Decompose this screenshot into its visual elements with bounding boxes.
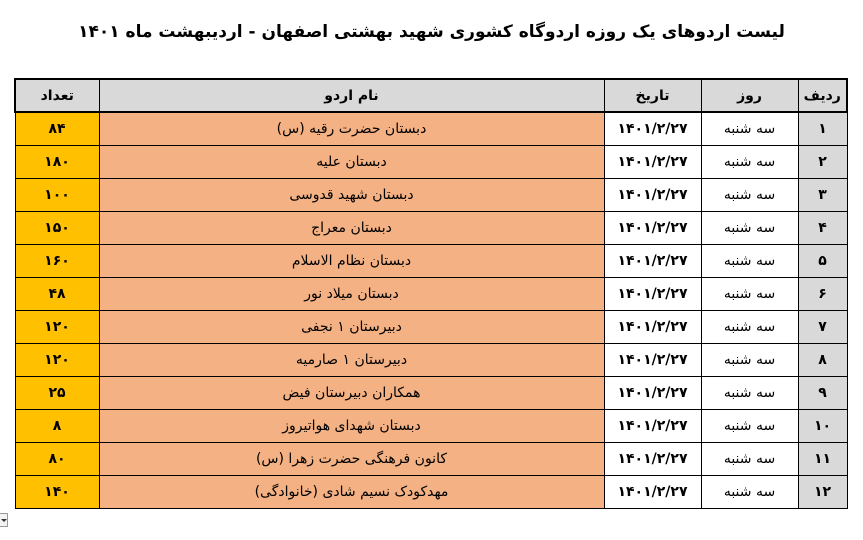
cell-camp-name: دبستان نظام الاسلام <box>99 245 604 278</box>
cell-camp-name: کانون فرهنگی حضرت زهرا (س) <box>99 443 604 476</box>
cell-row-number: ۶ <box>798 278 847 311</box>
table-row <box>15 377 847 410</box>
cell-day: سه شنبه <box>701 212 798 245</box>
cell-date: ۱۴۰۱/۲/۲۷ <box>604 278 701 311</box>
cell-count: ۸۰ <box>15 443 99 476</box>
cell-count: ۱۴۰ <box>15 476 99 509</box>
header-count: تعداد <box>15 79 99 112</box>
header-row-number: ردیف <box>798 79 847 112</box>
cell-day: سه شنبه <box>701 311 798 344</box>
table-row <box>15 212 847 245</box>
cell-camp-name: دبستان حضرت رقیه (س) <box>99 112 604 146</box>
header-day: روز <box>701 79 798 112</box>
cell-date: ۱۴۰۱/۲/۲۷ <box>604 179 701 212</box>
cell-row-number: ۴ <box>798 212 847 245</box>
cell-camp-name: دبستان علیه <box>99 146 604 179</box>
cell-day: سه شنبه <box>701 410 798 443</box>
cell-camp-name: دبستان شهید قدوسی <box>99 179 604 212</box>
cell-date: ۱۴۰۱/۲/۲۷ <box>604 245 701 278</box>
dropdown-arrow-icon[interactable] <box>0 513 8 527</box>
cell-date: ۱۴۰۱/۲/۲۷ <box>604 146 701 179</box>
cell-day: سه شنبه <box>701 344 798 377</box>
cell-row-number: ۱ <box>798 112 847 146</box>
cell-day: سه شنبه <box>701 377 798 410</box>
table-row <box>15 410 847 443</box>
table-row <box>15 179 847 212</box>
table-row <box>15 311 847 344</box>
cell-row-number: ۱۰ <box>798 410 847 443</box>
cell-date: ۱۴۰۱/۲/۲۷ <box>604 377 701 410</box>
cell-camp-name: دبستان معراج <box>99 212 604 245</box>
cell-count: ۸ <box>15 410 99 443</box>
cell-count: ۱۵۰ <box>15 212 99 245</box>
camps-table <box>14 78 848 509</box>
cell-day: سه شنبه <box>701 245 798 278</box>
header-date: تاریخ <box>604 79 701 112</box>
cell-day: سه شنبه <box>701 112 798 146</box>
cell-date: ۱۴۰۱/۲/۲۷ <box>604 410 701 443</box>
cell-row-number: ۱۱ <box>798 443 847 476</box>
cell-row-number: ۸ <box>798 344 847 377</box>
cell-camp-name: دبستان میلاد نور <box>99 278 604 311</box>
cell-date: ۱۴۰۱/۲/۲۷ <box>604 443 701 476</box>
cell-row-number: ۵ <box>798 245 847 278</box>
table-row <box>15 344 847 377</box>
cell-count: ۴۸ <box>15 278 99 311</box>
cell-row-number: ۷ <box>798 311 847 344</box>
table-row <box>15 245 847 278</box>
cell-camp-name: دبیرستان ۱ نجفی <box>99 311 604 344</box>
cell-day: سه شنبه <box>701 443 798 476</box>
table-row <box>15 443 847 476</box>
cell-row-number: ۲ <box>798 146 847 179</box>
cell-count: ۱۶۰ <box>15 245 99 278</box>
table-row <box>15 476 847 509</box>
header-camp-name: نام اردو <box>99 79 604 112</box>
cell-day: سه شنبه <box>701 179 798 212</box>
table-header-row <box>15 79 847 112</box>
cell-row-number: ۳ <box>798 179 847 212</box>
cell-row-number: ۱۲ <box>798 476 847 509</box>
page-title: لیست اردوهای یک روزه اردوگاه کشوری شهید بهشتی اصفهان - اردیبهشت ماه ۱۴۰۱ <box>78 22 785 42</box>
cell-day: سه شنبه <box>701 146 798 179</box>
cell-camp-name: دبستان شهدای هواتیروز <box>99 410 604 443</box>
cell-count: ۱۲۰ <box>15 311 99 344</box>
table-row <box>15 112 847 146</box>
cell-date: ۱۴۰۱/۲/۲۷ <box>604 212 701 245</box>
cell-camp-name: مهدکودک نسیم شادی (خانوادگی) <box>99 476 604 509</box>
cell-count: ۱۰۰ <box>15 179 99 212</box>
cell-count: ۱۲۰ <box>15 344 99 377</box>
cell-count: ۱۸۰ <box>15 146 99 179</box>
cell-camp-name: دبیرستان ۱ صارمیه <box>99 344 604 377</box>
cell-date: ۱۴۰۱/۲/۲۷ <box>604 112 701 146</box>
cell-date: ۱۴۰۱/۲/۲۷ <box>604 311 701 344</box>
cell-camp-name: همکاران دبیرستان فیض <box>99 377 604 410</box>
cell-date: ۱۴۰۱/۲/۲۷ <box>604 476 701 509</box>
cell-row-number: ۹ <box>798 377 847 410</box>
cell-day: سه شنبه <box>701 278 798 311</box>
table-row <box>15 146 847 179</box>
cell-day: سه شنبه <box>701 476 798 509</box>
cell-date: ۱۴۰۱/۲/۲۷ <box>604 344 701 377</box>
cell-count: ۸۴ <box>15 112 99 146</box>
cell-count: ۲۵ <box>15 377 99 410</box>
table-row <box>15 278 847 311</box>
